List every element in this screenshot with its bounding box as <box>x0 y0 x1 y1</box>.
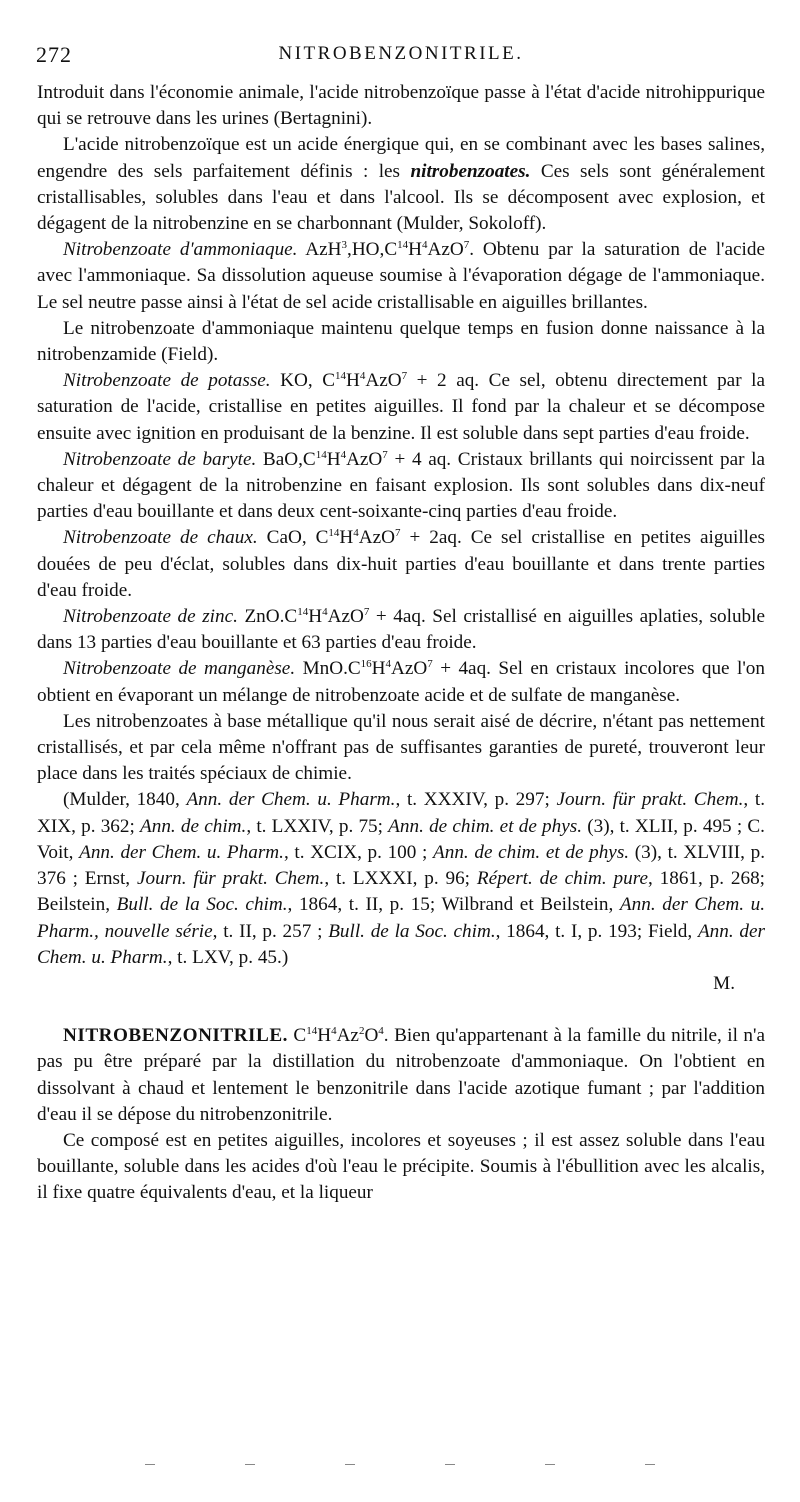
paragraph-ammonium-fusion: Le nitrobenzoate d'ammoniaque maintenu quelque temps en fusion donne naissance à la nitrobenzamide (Field). <box>37 317 765 366</box>
salt-description: Ce sel cristallise en petites aiguilles douées de peu d'éclat, solubles dans dix-huit parties d'eau bouillante et dans trente parties d'eau froide. <box>37 527 765 601</box>
paragraph-manganese-salt <box>37 656 765 708</box>
text-run: Ces sels sont généralement cristallisables, solubles dans l'eau et dans l'alcool. Ils se décomposent avec explosion, et dégagent de la nitrobenzine en se charbonnant (Mulder, Sokoloff). <box>37 160 765 235</box>
paragraph-zinc-salt <box>37 604 765 656</box>
salt-name: Nitrobenzoate de chaux. <box>63 527 258 549</box>
scan-mark <box>345 1464 355 1465</box>
salt-description: Sel cristallisé en aiguilles aplaties, soluble dans 13 parties d'eau bouillante et 63 parties d'eau froide. <box>37 606 765 654</box>
footer-scan-marks <box>100 1464 700 1470</box>
running-title: NITROBENZONITRILE. <box>278 43 524 64</box>
salt-name: Nitrobenzoate de zinc. <box>63 606 238 628</box>
body-text <box>37 80 765 1207</box>
paragraph-animal-economy: Introduit dans l'économie animale, l'acide nitrobenzoïque passe à l'état d'acide nitrohippurique qui se retrouve dans les urines (Bertagnini). <box>37 82 765 130</box>
paragraph-nitrobenzoic-acid <box>37 132 765 237</box>
paragraph-ammonium-salt <box>37 237 765 316</box>
formula: $ZnO.C^{14}H^4AzO^7 + 4aq$. <box>237 606 426 628</box>
scan-mark <box>245 1464 255 1465</box>
entry-description: Bien qu'appartenant à la famille du nitrile, il n'a pas pu être préparé par la distillation du nitrobenzoate d'ammoniaque. On l'obtient en dissolvant à chaud et lentement le benzonitrile dans l'acide azotique fumant ; par l'addition d'eau il se dépose du nitrobenzonitrile. <box>37 1025 765 1125</box>
salt-name: Nitrobenzoate de manganèse. <box>63 658 296 680</box>
paragraph-metallic-salts: Les nitrobenzoates à base métallique qu'il nous serait aisé de décrire, n'étant pas nettement cristallisés, et par cela même n'offrant pas de suffisantes garanties de pureté, trouveront leur place dans les traités spéciaux de chimie. <box>37 710 765 785</box>
entry-title: NITROBENZONITRILE. <box>63 1025 288 1047</box>
paragraph-nitrobenzonitrile-properties: Ce composé est en petites aiguilles, incolores et soyeuses ; il est assez soluble dans l'eau bouillante, soluble dans les acides d'où l'eau le précipite. Soumis à l'ébullition avec les alcalis, il fixe quatre équivalents d'eau, et la liqueur <box>37 1129 765 1204</box>
paragraph-barium-salt <box>37 447 765 526</box>
paragraph-nitrobenzonitrile-entry <box>37 1023 765 1128</box>
text-run: L'acide nitrobenzoïque est un acide énergique qui, en se combinant avec les bases salines, engendre des sels parfaitement définis : les <box>37 134 765 182</box>
page-header <box>36 42 766 76</box>
salt-description: Obtenu par la saturation de l'acide avec l'ammoniaque. Sa dissolution aqueuse soumise à l'évaporation dégage de l'ammoniaque. Le sel neutre passe ainsi à l'état de sel acide cristallisable en aiguilles brillantes. <box>37 239 765 313</box>
formula: CaO, $C^{14}H^4AzO^7 + 2aq$. <box>257 527 462 549</box>
formula: $AzH^3,HO,C^{14}H^4AzO^7$. <box>297 239 475 261</box>
author-signature: M. <box>713 972 735 994</box>
salt-description: Ce sel, obtenu directement par la saturation de l'acide, cristallise en petites aiguilles. Il fond par la chaleur et se décompose ensuite avec ignition en produisant de la benzine. Il est soluble dans sept parties d'eau froide. <box>37 370 765 444</box>
salt-name: Nitrobenzoate d'ammoniaque. <box>63 239 298 261</box>
term-nitrobenzoates: nitrobenzoates. <box>410 160 531 182</box>
formula: $MnO.C^{16}H^4AzO^7 + 4aq$. <box>295 658 491 680</box>
scan-mark <box>445 1464 455 1465</box>
salt-description: Cristaux brillants qui noircissent par la chaleur et dégagent de la nitrobenzine en faisant explosion. Ils sont solubles dans dix-neuf parties d'eau bouillante et dans deux cent-soixante-cinq parties d'eau froide. <box>37 448 765 523</box>
salt-description: Sel en cristaux incolores que l'on obtient en évaporant un mélange de nitrobenzoate acide et de sulfate de manganèse. <box>37 658 765 706</box>
salt-name: Nitrobenzoate de potasse. <box>63 370 271 392</box>
salt-name: Nitrobenzoate de baryte. <box>63 448 257 470</box>
scan-mark <box>545 1464 555 1465</box>
formula: KO, $C^{14}H^4AzO^7 + 2$ aq. <box>270 370 480 392</box>
paragraph-potassium-salt <box>37 368 765 447</box>
paragraph-calcium-salt <box>37 525 765 604</box>
page-number: 272 <box>36 42 72 67</box>
formula: $C^{14}H^4Az^2O^4$. <box>287 1025 389 1047</box>
formula: $BaO,C^{14}H^4AzO^7 + 4$ aq. <box>256 448 452 470</box>
scan-mark <box>145 1464 155 1465</box>
references-block: (Mulder, 1840, Ann. der Chem. u. Pharm., t. XXXIV, p. 297; Journ. für prakt. Chem., t. XIX, p. 362; Ann. de chim., t. LXXIV, p. 75; Ann. de chim. et de phys. (3), t. XLII, p. 495 ; C. Voit, Ann. der Chem. u. Pharm., t. XCIX, p. 100 ; Ann. de chim. et de phys. (3), t. XLVIII, p. 376 ; Ernst, Journ. für prakt. Chem., t. LXXXI, p. 96; Répert. de chim. pure, 1861, p. 268; Beilstein, Bull. de la Soc. chim., 1864, t. II, p. 15; Wilbrand et Beilstein, Ann. der Chem. u. Pharm., nouvelle série, t. II, p. 257 ; Bull. de la Soc. chim., 1864, t. I, p. 193; Field, Ann. der Chem. u. Pharm., t. LXV, p. 45.) <box>37 789 766 968</box>
section-spacer <box>37 997 765 1023</box>
scan-mark <box>645 1464 655 1465</box>
